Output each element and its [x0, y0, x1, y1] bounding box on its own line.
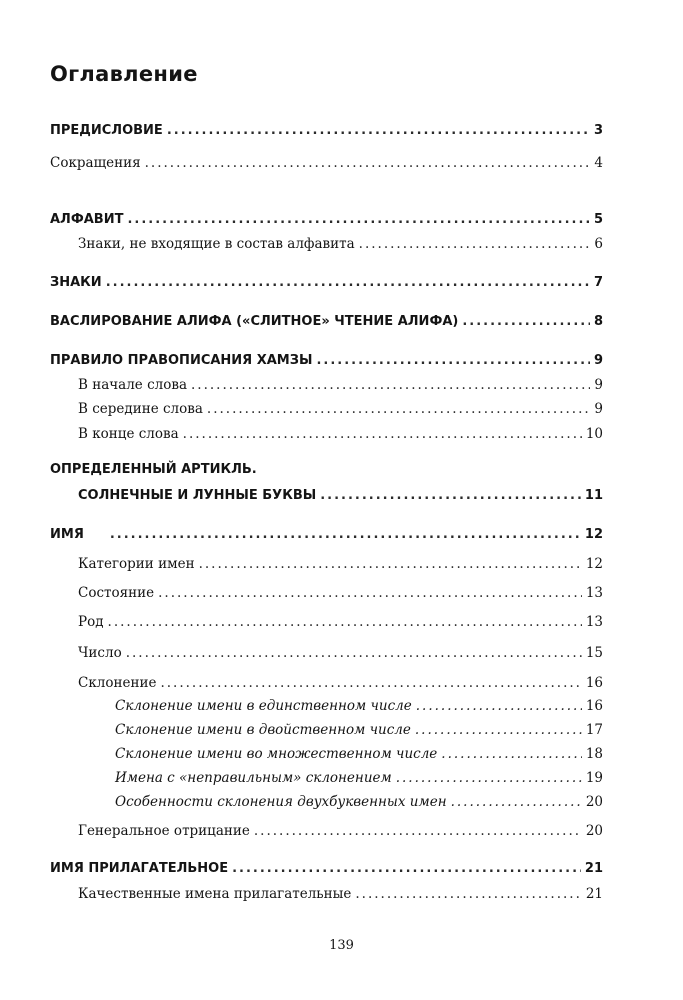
toc-page-number: 19: [585, 770, 603, 786]
dot-leader: [462, 313, 590, 331]
toc-entry-hamza[interactable]: [50, 352, 603, 370]
toc-entry-gender[interactable]: [78, 613, 603, 631]
toc-entry-signs[interactable]: [50, 274, 603, 292]
toc-page-number: 11: [584, 488, 603, 503]
toc-page-number: 10: [585, 426, 603, 442]
toc-page-number: 8: [593, 314, 603, 329]
toc-entry-text: ИМЯ: [50, 527, 84, 542]
toc-page-number: 3: [593, 123, 603, 138]
dot-leader: [191, 376, 590, 394]
toc-entry-text: Особенности склонения двухбуквенных имен: [115, 794, 447, 810]
toc-entry-text: СОЛНЕЧНЫЕ И ЛУННЫЕ БУКВЫ: [78, 488, 317, 503]
toc-entry-abbreviations[interactable]: [50, 154, 603, 172]
toc-entry-preface[interactable]: [50, 122, 603, 140]
toc-entry-declension[interactable]: [78, 674, 603, 692]
dot-leader: [167, 122, 590, 140]
page-number-footer: 139: [329, 938, 354, 953]
toc-entry-text: Генеральное отрицание: [78, 823, 250, 839]
toc-entry-text: Склонение имени во множественном числе: [115, 746, 438, 762]
toc-page-number: 6: [594, 236, 603, 252]
toc-page-number: 13: [585, 614, 603, 630]
toc-entry-text: Склонение имени в единственном числе: [115, 698, 412, 714]
toc-entry-declension-dual[interactable]: [115, 721, 603, 739]
toc-page-number: 12: [585, 556, 603, 572]
dot-leader: [359, 235, 591, 253]
toc-page-number: 12: [584, 527, 603, 542]
toc-entry-sun-moon-letters[interactable]: [78, 487, 603, 505]
toc-entry-text: АЛФАВИТ: [50, 212, 124, 227]
toc-page-number: 21: [585, 886, 603, 902]
toc-entry-state[interactable]: [78, 584, 603, 602]
dot-leader: [145, 154, 591, 172]
toc-entry-irregular-declension[interactable]: [115, 769, 603, 787]
toc-entry-text: ИМЯ ПРИЛАГАТЕЛЬНОЕ: [50, 861, 229, 876]
dot-leader: [416, 697, 582, 715]
toc-entry-text: Состояние: [78, 585, 155, 601]
dot-leader: [355, 885, 581, 903]
dot-leader: [199, 555, 582, 573]
toc-page-number: 7: [593, 275, 603, 290]
toc-entry-number[interactable]: [78, 644, 603, 662]
toc-page-number: 20: [585, 794, 603, 810]
page-title: Оглавление: [50, 62, 198, 86]
toc-entry-text: ВАСЛИРОВАНИЕ АЛИФА («СЛИТНОЕ» ЧТЕНИЕ АЛИФА): [50, 314, 459, 329]
toc-entry-text: Качественные имена прилагательные: [78, 886, 352, 902]
toc-page-number: 17: [585, 722, 603, 738]
dot-leader: [232, 860, 581, 878]
dot-leader: [127, 211, 589, 229]
toc-entry-declension-plural[interactable]: [115, 745, 603, 763]
toc-entry-word-end[interactable]: [78, 425, 603, 443]
toc-entry-text: ПРЕДИСЛОВИЕ: [50, 123, 163, 138]
dot-leader: [106, 274, 590, 292]
toc-entry-word-middle[interactable]: [78, 400, 603, 418]
toc-entry-alphabet[interactable]: [50, 211, 603, 229]
dot-leader: [110, 526, 581, 544]
toc-entry-text: Склонение имени в двойственном числе: [115, 722, 411, 738]
toc-entry-declension-singular[interactable]: [115, 697, 603, 715]
toc-entry-text: В середине слова: [78, 401, 203, 417]
toc-entry-adjective[interactable]: [50, 860, 603, 878]
toc-page-number: 18: [585, 746, 603, 762]
toc-entry-qualitative-adjectives[interactable]: [78, 885, 603, 903]
dot-leader: [108, 613, 582, 631]
toc-entry-article-heading: ОПРЕДЕЛЕННЫЙ АРТИКЛЬ.: [50, 462, 257, 477]
dot-leader: [160, 674, 581, 692]
toc-entry-text: Склонение: [78, 675, 157, 691]
dot-leader: [441, 745, 582, 763]
toc-page-number: 9: [593, 353, 603, 368]
toc-page-number: 15: [585, 645, 603, 661]
dot-leader: [451, 793, 582, 811]
toc-entry-text: Имена с «неправильным» склонением: [115, 770, 392, 786]
toc-page-number: 9: [594, 377, 603, 393]
dot-leader: [415, 721, 582, 739]
toc-entry-text: Знаки, не входящие в состав алфавита: [78, 236, 355, 252]
toc-entry-two-letter-nouns[interactable]: [115, 793, 603, 811]
toc-page-number: 9: [594, 401, 603, 417]
toc-entry-word-start[interactable]: [78, 376, 603, 394]
toc-page-number: 4: [594, 155, 603, 171]
toc-entry-text: ЗНАКИ: [50, 275, 102, 290]
toc-entry-text: ПРАВИЛО ПРАВОПИСАНИЯ ХАМЗЫ: [50, 353, 313, 368]
dot-leader: [316, 352, 590, 370]
toc-page-number: 16: [585, 675, 603, 691]
toc-entry-text: Род: [78, 614, 104, 630]
toc-entry-noun-categories[interactable]: [78, 555, 603, 573]
toc-page-number: 20: [585, 823, 603, 839]
toc-entry-general-negation[interactable]: [78, 822, 603, 840]
toc-entry-wasla[interactable]: [50, 313, 603, 331]
dot-leader: [320, 487, 581, 505]
toc-entry-noun[interactable]: [50, 526, 603, 544]
dot-leader: [254, 822, 582, 840]
dot-leader: [183, 425, 582, 443]
dot-leader: [126, 644, 582, 662]
toc-page-number: 16: [585, 698, 603, 714]
toc-page-number: 13: [585, 585, 603, 601]
toc-page-number: 21: [584, 861, 603, 876]
toc-entry-text: Число: [78, 645, 122, 661]
dot-leader: [396, 769, 582, 787]
toc-entry-text: В конце слова: [78, 426, 179, 442]
toc-entry-text: Категории имен: [78, 556, 195, 572]
toc-entry-extra-signs[interactable]: [78, 235, 603, 253]
dot-leader: [207, 400, 591, 418]
dot-leader: [158, 584, 582, 602]
toc-entry-text: В начале слова: [78, 377, 188, 393]
toc-page-number: 5: [593, 212, 603, 227]
toc-entry-text: Сокращения: [50, 155, 141, 171]
